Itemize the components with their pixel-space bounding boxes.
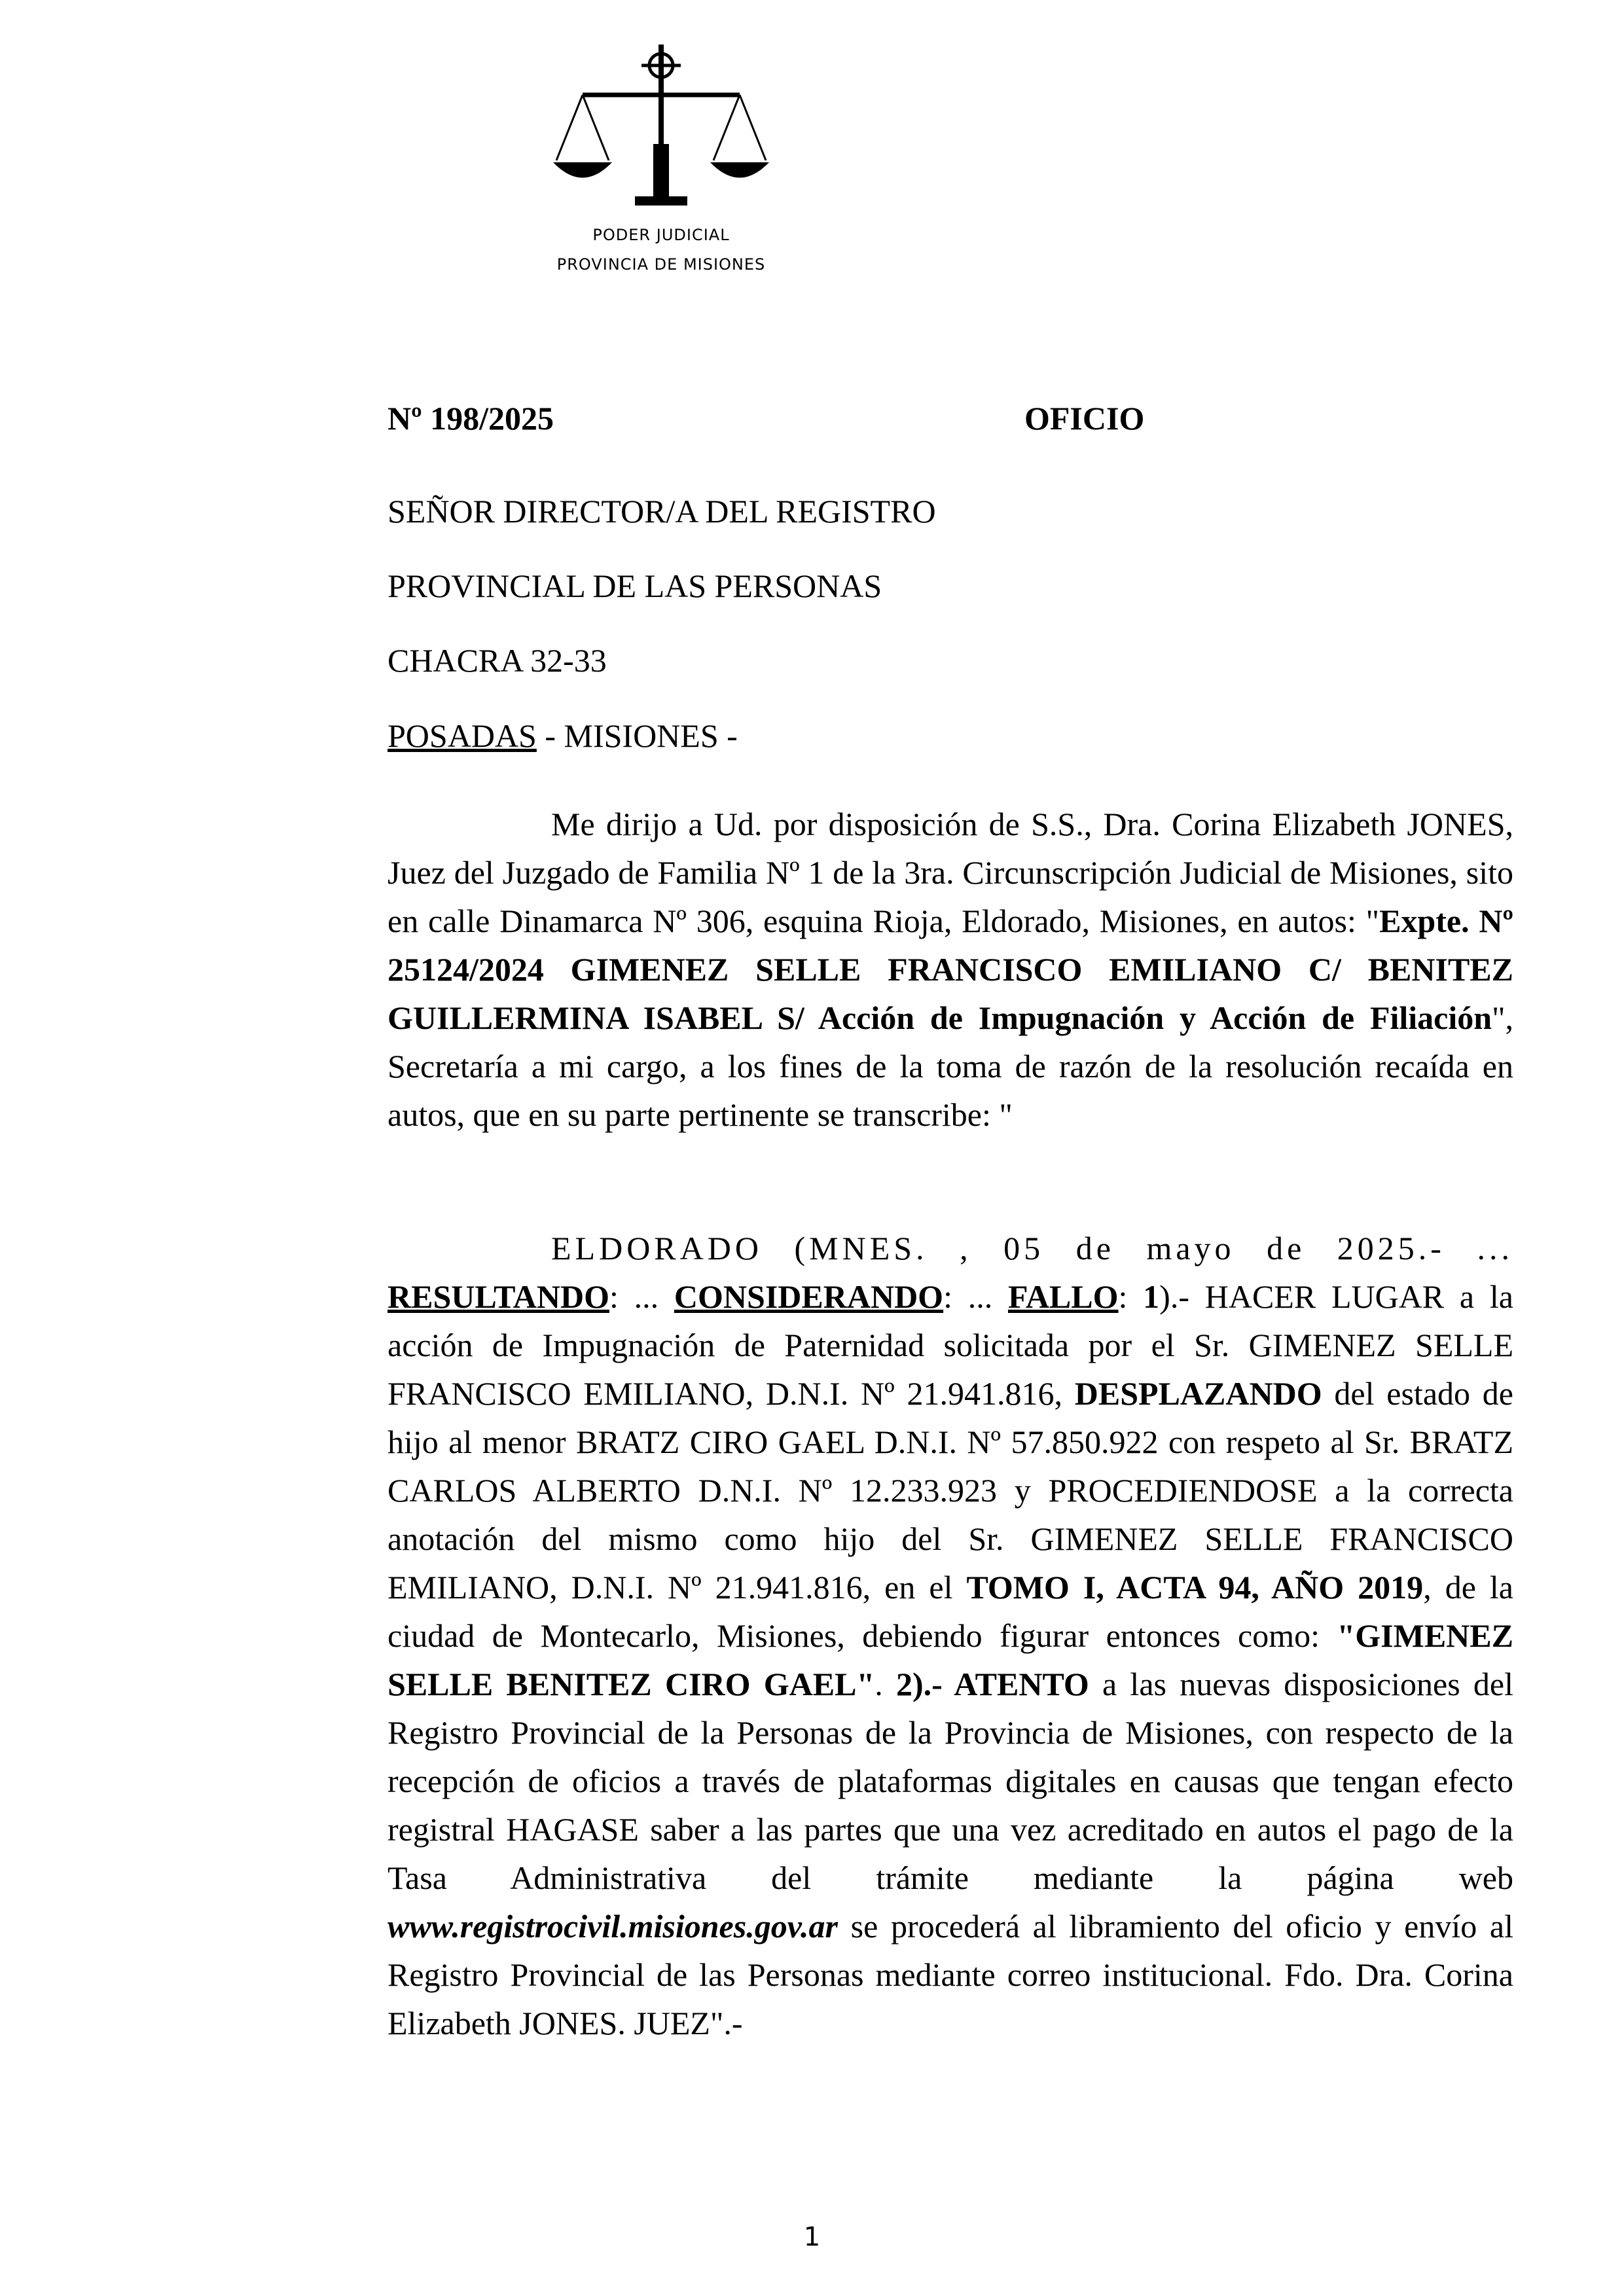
addressee-city: POSADAS — [388, 717, 537, 754]
separator: : — [1118, 1278, 1144, 1315]
document-number: Nº 198/2025 — [388, 400, 554, 437]
resolution-paragraph — [388, 1224, 1513, 2047]
fallo-label: FALLO — [1007, 1278, 1119, 1315]
intro-paragraph — [388, 800, 1513, 1139]
addressee-province: - MISIONES - — [536, 717, 738, 754]
registry-record: TOMO I, ACTA 94, AÑO 2019 — [966, 1569, 1424, 1605]
considerando-label: CONSIDERANDO — [674, 1278, 944, 1315]
emblem-line-1: PODER JUDICIAL — [592, 226, 730, 244]
intro-rest: ", Secretaría a mi cargo, a los fines de la toma de razón de la resolución recaída en autos, que en su parte pertinente se transcribe: " — [388, 999, 1513, 1133]
addressee-line-3: CHACRA 32-33 — [388, 642, 607, 679]
item-two-label: 2).- ATENTO — [895, 1666, 1089, 1702]
separator: : ... — [943, 1278, 1008, 1315]
document-heading — [388, 399, 1513, 445]
resolution-text-1: ).- HACER LUGAR a la acción de Impugnación de Paternidad solicitada por el Sr. GIMENEZ SELLE FRANCISCO EMILIANO, D.N.I. Nº 21.941.816, — [388, 1278, 1513, 1412]
resultando-label: RESULTANDO — [388, 1278, 609, 1315]
new-name: "GIMENEZ SELLE BENITEZ CIRO GAEL" — [388, 1617, 1513, 1702]
resolution-text-3: , de la ciudad de Montecarlo, Misiones, debiendo figurar entonces como: — [388, 1569, 1513, 1654]
addressee-line-2: PROVINCIAL DE LAS PERSONAS — [388, 567, 882, 604]
resolution-text-6: se procederá al libramiento del oficio y envío al Registro Provincial de las Personas mediante correo institucional. Fdo. Dra. Corina Elizabeth JONES. JUEZ".- — [388, 1908, 1513, 2041]
resolution-text-5: a las nuevas disposiciones del Registro Provincial de la Personas de la Provincia de Misiones, con respecto de la recepción de oficios a través de plataformas digitales en causas que tengan efecto registral HAGASE saber a las partes que una vez acreditado en autos el pago de la Tasa Administrativa del trámite mediante la página web — [388, 1666, 1514, 1896]
item-one-number: 1 — [1143, 1278, 1160, 1315]
addressee-city-line — [388, 717, 738, 755]
addressee-line-1: SEÑOR DIRECTOR/A DEL REGISTRO — [388, 493, 936, 529]
resolution-text-2: del estado de hijo al menor BRATZ CIRO GAEL D.N.I. Nº 57.850.922 con respeto al Sr. BRATZ CARLOS ALBERTO D.N.I. Nº 12.233.923 y PROCEDIENDOSE a la correcta anotación del mismo como hijo del Sr. GIMENEZ SELLE FRANCISCO EMILIANO, D.N.I. Nº 21.941.816, en el — [388, 1375, 1513, 1605]
separator: : ... — [609, 1278, 674, 1315]
resolution-text-4: . — [875, 1666, 896, 1702]
page-number: 1 — [803, 2222, 821, 2252]
registry-website-link[interactable]: www.registrocivil.misiones.gov.ar — [388, 1908, 838, 1945]
resolution-date-line: ELDORADO (MNES. , 05 de mayo de 2025.- ... — [551, 1230, 1513, 1266]
case-reference: Expte. Nº 25124/2024 GIMENEZ SELLE FRANCISCO EMILIANO C/ BENITEZ GUILLERMINA ISABEL S/ Acción de Impugnación y Acción de Filiación — [388, 903, 1513, 1036]
scales-of-justice-icon — [543, 39, 779, 223]
document-type: OFICIO — [1024, 400, 1145, 437]
emblem-line-2: PROVINCIA DE MISIONES — [556, 255, 766, 274]
judicial-emblem — [511, 39, 812, 288]
intro-text: Me dirijo a Ud. por disposición de S.S., Dra. Corina Elizabeth JONES, Juez del Juzgado de Familia Nº 1 de la 3ra. Circunscripción Judicial de Misiones, sito en calle Dinamarca Nº 306, esquina Rioja, Eldorado, Misiones, en autos: " — [388, 806, 1513, 939]
desplazando-text: DESPLAZANDO — [1074, 1375, 1322, 1412]
